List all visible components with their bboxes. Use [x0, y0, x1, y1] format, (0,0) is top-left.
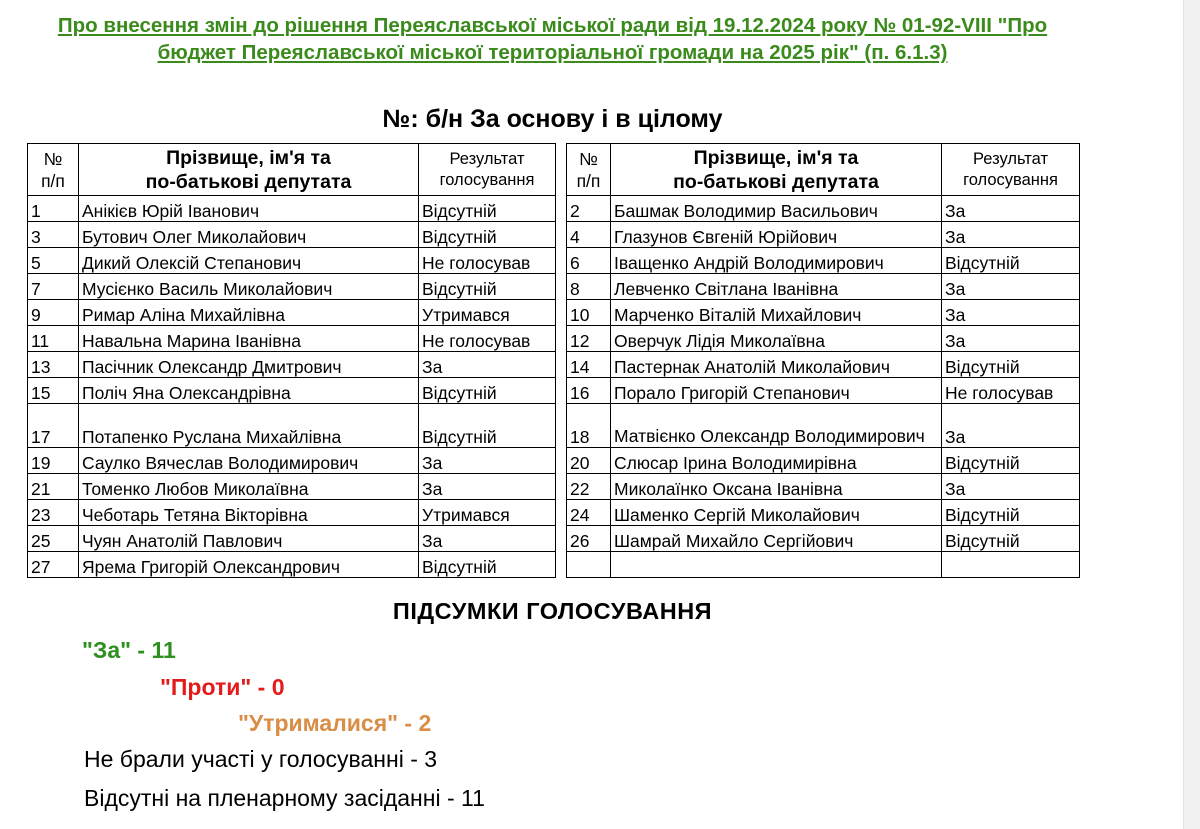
row-result: За — [942, 300, 1080, 326]
row-num: 25 — [28, 526, 79, 552]
row-result — [942, 552, 1080, 578]
row-result: Не голосував — [419, 326, 556, 352]
document-title: Про внесення змін до рішення Переяславської міської ради від 19.12.2024 року № 01-92-VIII "Про бюджет Переяславської міської територіальної громади на 2025 рік" (п. 6.1.3) — [57, 14, 1048, 64]
table-row — [28, 352, 556, 378]
row-result: За — [942, 196, 1080, 222]
table-row — [28, 404, 556, 448]
row-result: Утримався — [419, 300, 556, 326]
row-result: Відсутній — [942, 500, 1080, 526]
table-row — [567, 474, 1080, 500]
table-row — [28, 448, 556, 474]
row-result: За — [419, 474, 556, 500]
table-row — [567, 378, 1080, 404]
row-name: Пасічник Олександр Дмитрович — [79, 352, 419, 378]
row-name: Римар Аліна Михайлівна — [79, 300, 419, 326]
header-result — [942, 144, 1080, 196]
header-name — [611, 144, 942, 196]
row-result: Відсутній — [419, 378, 556, 404]
row-result: Відсутній — [942, 526, 1080, 552]
row-name: Оверчук Лідія Миколаївна — [611, 326, 942, 352]
table-row — [28, 326, 556, 352]
row-name: Томенко Любов Миколаївна — [79, 474, 419, 500]
row-result: За — [419, 448, 556, 474]
table-row — [28, 196, 556, 222]
row-num: 17 — [28, 404, 79, 448]
header-name-line1: Прізвище, ім'я та — [693, 146, 859, 169]
votes-table-left — [27, 143, 556, 578]
header-num — [28, 144, 79, 196]
row-name: Потапенко Руслана Михайлівна — [79, 404, 419, 448]
header-name-line2: по-батькові депутата — [673, 170, 879, 193]
row-name: Левченко Світлана Іванівна — [611, 274, 942, 300]
row-name: Мусієнко Василь Миколайович — [79, 274, 419, 300]
table-row — [567, 326, 1080, 352]
row-result: Відсутній — [419, 196, 556, 222]
row-num: 27 — [28, 552, 79, 578]
row-name: Порало Григорій Степанович — [611, 378, 942, 404]
table-row — [28, 300, 556, 326]
row-result: Відсутній — [419, 552, 556, 578]
row-num: 13 — [28, 352, 79, 378]
row-name: Поліч Яна Олександрівна — [79, 378, 419, 404]
row-num: 8 — [567, 274, 611, 300]
row-result: Утримався — [419, 500, 556, 526]
table-row — [567, 500, 1080, 526]
row-name: Чуян Анатолій Павлович — [79, 526, 419, 552]
header-result-line2: голосування — [963, 170, 1058, 189]
row-result: За — [419, 352, 556, 378]
votes-table-right — [566, 143, 1080, 578]
row-name: Пастернак Анатолій Миколайович — [611, 352, 942, 378]
summary-absent: Відсутні на пленарному засіданні - 11 — [84, 785, 485, 811]
row-name: Слюсар Ірина Володимирівна — [611, 448, 942, 474]
table-row — [567, 248, 1080, 274]
header-result-line2: голосування — [439, 170, 535, 189]
row-name: Шаменко Сергій Миколайович — [611, 500, 942, 526]
row-name: Башмак Володимир Васильович — [611, 196, 942, 222]
row-name: Марченко Віталій Михайлович — [611, 300, 942, 326]
header-name-line2: по-батькові депутата — [145, 170, 352, 193]
row-num: 15 — [28, 378, 79, 404]
row-num: 9 — [28, 300, 79, 326]
header-name-line1: Прізвище, ім'я та — [166, 146, 331, 169]
row-result: За — [942, 274, 1080, 300]
row-num: 20 — [567, 448, 611, 474]
header-num-line2: п/п — [576, 170, 601, 191]
row-result: За — [419, 526, 556, 552]
row-num — [567, 552, 611, 578]
row-num: 26 — [567, 526, 611, 552]
row-num: 21 — [28, 474, 79, 500]
row-num: 23 — [28, 500, 79, 526]
row-name: Анікієв Юрій Іванович — [79, 196, 419, 222]
row-name: Миколаїнко Оксана Іванівна — [611, 474, 942, 500]
row-name: Ярема Григорій Олександрович — [79, 552, 419, 578]
table-row-empty — [567, 552, 1080, 578]
row-result: Відсутній — [942, 448, 1080, 474]
document-subtitle: №: б/н За основу і в цілому — [382, 105, 723, 133]
scrollbar-track[interactable] — [1183, 0, 1200, 829]
header-result-line1: Результат — [972, 149, 1049, 168]
table-row — [567, 196, 1080, 222]
row-num: 22 — [567, 474, 611, 500]
row-result: За — [942, 222, 1080, 248]
header-result-line1: Результат — [449, 149, 525, 168]
row-num: 19 — [28, 448, 79, 474]
row-result: За — [942, 326, 1080, 352]
row-result: Не голосував — [942, 378, 1080, 404]
header-result — [419, 144, 556, 196]
summary-not-voted: Не брали участі у голосуванні - 3 — [84, 746, 438, 772]
table-row — [28, 500, 556, 526]
table-row — [28, 222, 556, 248]
row-num: 1 — [28, 196, 79, 222]
table-row — [567, 404, 1080, 448]
row-num: 10 — [567, 300, 611, 326]
table-row — [567, 222, 1080, 248]
row-result: Відсутній — [419, 222, 556, 248]
header-num-line2: п/п — [41, 170, 65, 191]
table-row — [567, 274, 1080, 300]
row-result: Відсутній — [419, 274, 556, 300]
row-name: Матвієнко Олександр Володимирович — [611, 404, 942, 448]
row-num: 3 — [28, 222, 79, 248]
row-name: Шамрай Михайло Сергійович — [611, 526, 942, 552]
header-num — [567, 144, 611, 196]
table-header-row — [28, 144, 556, 196]
row-result: Відсутній — [942, 248, 1080, 274]
summary-for: "За" - 11 — [82, 637, 176, 663]
row-result: Відсутній — [419, 404, 556, 448]
table-row — [28, 526, 556, 552]
row-name — [611, 552, 942, 578]
row-name: Саулко Вячеслав Володимирович — [79, 448, 419, 474]
row-name: Бутович Олег Миколайович — [79, 222, 419, 248]
summary-against: "Проти" - 0 — [160, 674, 285, 700]
row-num: 14 — [567, 352, 611, 378]
row-name: Навальна Марина Іванівна — [79, 326, 419, 352]
row-num: 24 — [567, 500, 611, 526]
row-name: Чеботарь Тетяна Вікторівна — [79, 500, 419, 526]
row-result: Відсутній — [942, 352, 1080, 378]
summary-title: ПІДСУМКИ ГОЛОСУВАННЯ — [392, 598, 713, 624]
table-row — [28, 274, 556, 300]
table-row — [567, 352, 1080, 378]
row-result: Не голосував — [419, 248, 556, 274]
table-header-row — [567, 144, 1080, 196]
summary-abstained: "Утрималися" - 2 — [238, 710, 432, 736]
row-num: 12 — [567, 326, 611, 352]
table-row — [28, 248, 556, 274]
header-num-line1: № — [43, 148, 63, 169]
row-name: Глазунов Євгеній Юрійович — [611, 222, 942, 248]
table-row — [567, 300, 1080, 326]
row-num: 2 — [567, 196, 611, 222]
table-row — [567, 448, 1080, 474]
table-row — [567, 526, 1080, 552]
table-row — [28, 378, 556, 404]
row-num: 18 — [567, 404, 611, 448]
row-num: 5 — [28, 248, 79, 274]
row-num: 16 — [567, 378, 611, 404]
header-num-line1: № — [579, 148, 598, 169]
row-name: Іващенко Андрій Володимирович — [611, 248, 942, 274]
row-num: 6 — [567, 248, 611, 274]
row-name: Дикий Олексій Степанович — [79, 248, 419, 274]
row-num: 7 — [28, 274, 79, 300]
header-name — [79, 144, 419, 196]
row-num: 11 — [28, 326, 79, 352]
table-row — [28, 474, 556, 500]
row-result: За — [942, 474, 1080, 500]
row-num: 4 — [567, 222, 611, 248]
table-row — [28, 552, 556, 578]
row-result: За — [942, 404, 1080, 448]
